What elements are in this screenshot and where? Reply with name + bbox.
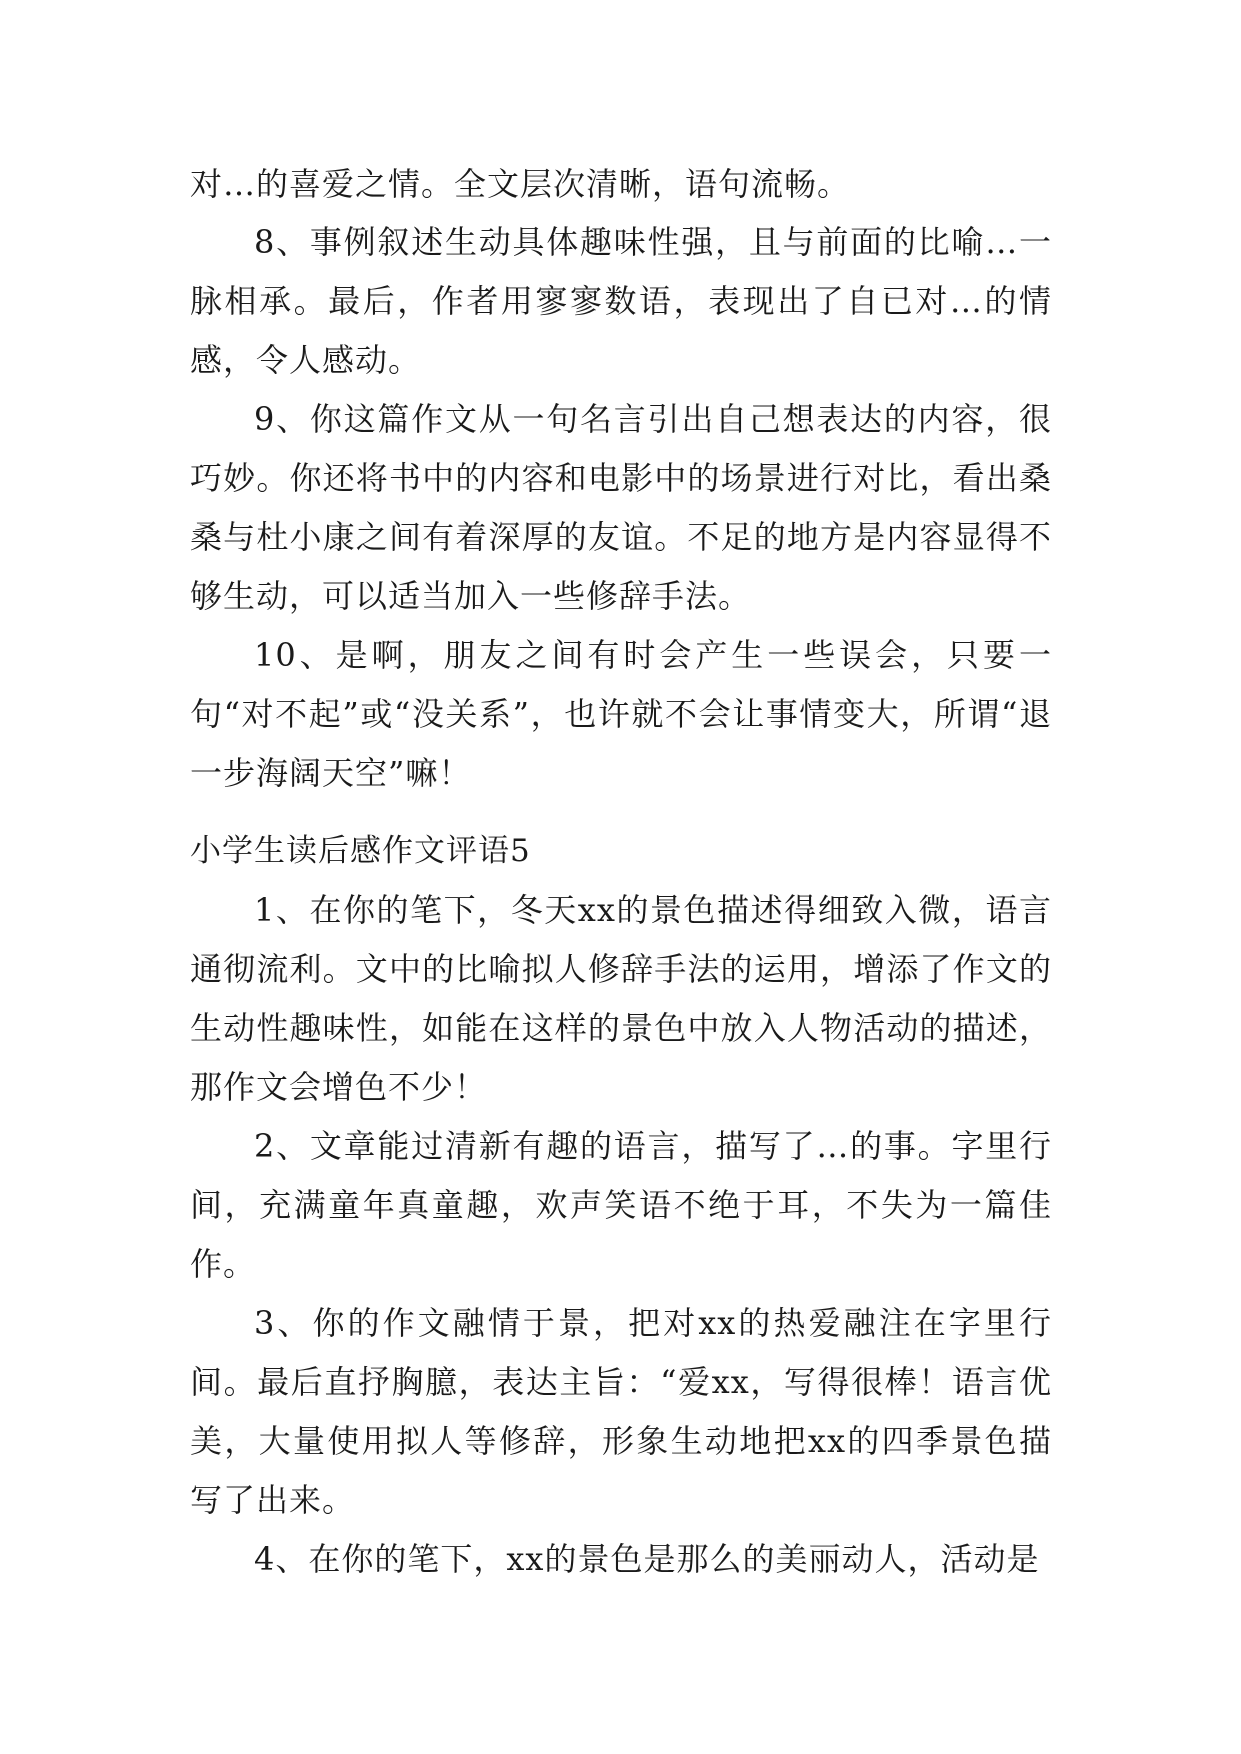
comment-paragraph: 3、你的作文融情于景，把对xx的热爱融注在字里行间。最后直抒胸臆，表达主旨：“爱xx，写得很棒！语言优美，大量使用拟人等修辞，形象生动地把xx的四季景色描写了出来。 <box>190 1304 1052 1519</box>
comments-section-a <box>190 213 1052 803</box>
comment-paragraph: 2、文章能过清新有趣的语言，描写了…的事。字里行间，充满童年真童趣，欢声笑语不绝于耳，不失为一篇佳作。 <box>190 1127 1052 1283</box>
comment-paragraph: 8、事例叙述生动具体趣味性强，且与前面的比喻…一脉相承。最后，作者用寥寥数语，表现出了自已对…的情感，令人感动。 <box>190 223 1052 379</box>
continuation-paragraph: 对…的喜爱之情。全文层次清晰，语句流畅。 <box>190 165 851 203</box>
comment-paragraph: 1、在你的笔下，冬天xx的景色描述得细致入微，语言通彻流利。文中的比喻拟人修辞手法的运用，增添了作文的生动性趣味性，如能在这样的景色中放入人物活动的描述，那作文会增色不少！ <box>190 891 1052 1106</box>
comment-paragraph: 9、你这篇作文从一句名言引出自己想表达的内容，很巧妙。你还将书中的内容和电影中的场景进行对比，看出桑桑与杜小康之间有着深厚的友谊。不足的地方是内容显得不够生动，可以适当加入一些修辞手法。 <box>190 400 1052 615</box>
comment-paragraph: 10、是啊，朋友之间有时会产生一些误会，只要一句“对不起”或“没关系”，也许就不会让事情变大，所谓“退一步海阔天空”嘛！ <box>190 636 1052 792</box>
comments-section-b <box>190 881 1052 1589</box>
section-heading: 小学生读后感作文评语5 <box>190 833 531 869</box>
comment-paragraph: 4、在你的笔下，xx的景色是那么的美丽动人，活动是 <box>254 1540 1040 1578</box>
